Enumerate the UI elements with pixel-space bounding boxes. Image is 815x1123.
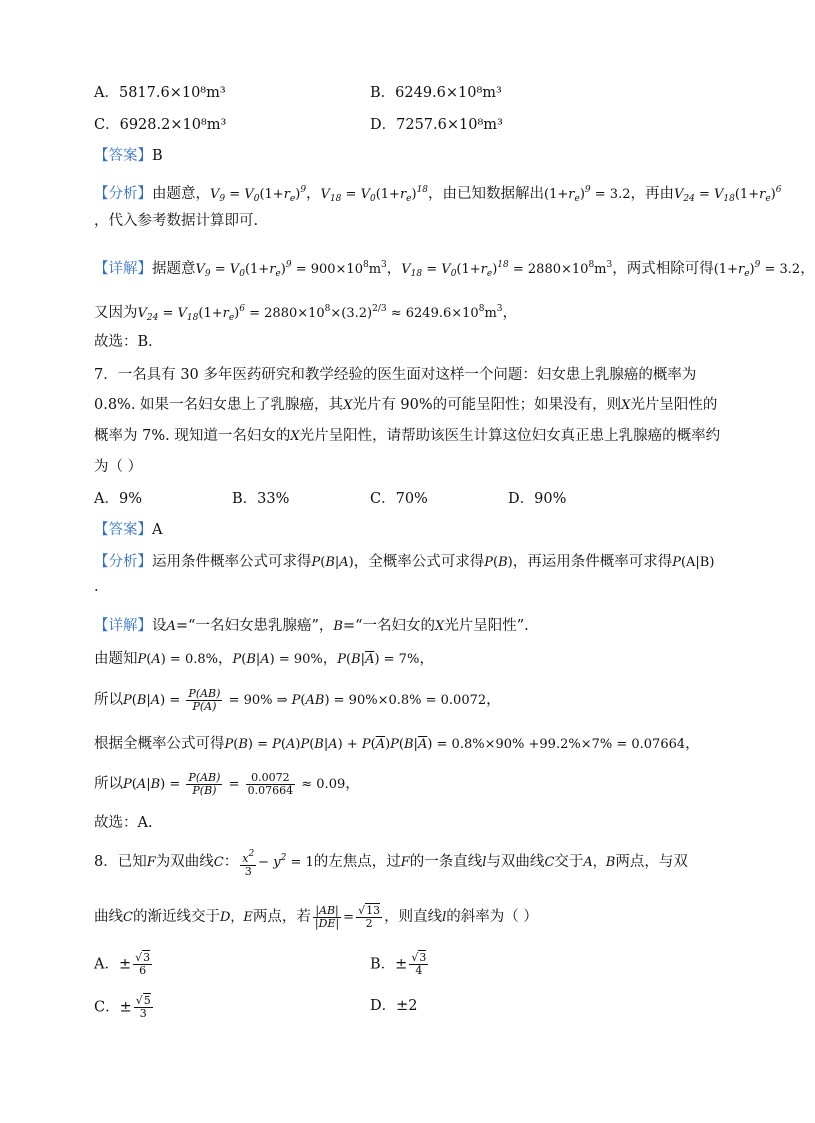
q7-stem-line4: 为（ ） bbox=[94, 459, 143, 475]
text: 光片呈阳性”. bbox=[444, 618, 529, 634]
text: 与双曲线 bbox=[486, 854, 545, 870]
var-f: F bbox=[400, 855, 410, 870]
q6-detail-line2 bbox=[94, 298, 517, 329]
var-de: D，E bbox=[219, 910, 253, 925]
text: 光片呈阳性的 bbox=[630, 397, 718, 413]
q7-option-a: A．9% bbox=[94, 491, 142, 507]
text: 的左焦点，过 bbox=[313, 854, 401, 870]
formula: P(B|A) = $\frac{P(AB)}{P(A)}$ = 90% ⇒ P(AB) = 90%×0.8% = 0.0072 bbox=[123, 687, 487, 713]
formula: $P(B) = P(A)P(B|A) + P(\overline{A})P(B|\overline{A}) = 0.8\%\times 90\% +99.2\%\times 7\% = 0.07664$ bbox=[224, 737, 686, 752]
text: ，全概率公式可求得 bbox=[353, 554, 485, 570]
text: 8．已知 bbox=[94, 854, 147, 870]
q6-option-a: A．5817.6×10⁸m³ bbox=[94, 85, 226, 101]
var-f: F bbox=[146, 855, 156, 870]
text: 由题知 bbox=[94, 651, 138, 667]
var-b: B bbox=[333, 619, 343, 634]
text: ， bbox=[322, 651, 338, 667]
text: ， bbox=[345, 776, 360, 792]
text: 两点，若 bbox=[252, 909, 311, 925]
text: ， bbox=[800, 261, 815, 277]
q7-conclusion: 故选：A. bbox=[94, 815, 153, 831]
q7-option-b: B．33% bbox=[232, 491, 290, 507]
text: =“一名妇女患乳腺癌”， bbox=[175, 618, 334, 634]
text: 的斜率为（ ） bbox=[446, 909, 538, 925]
var-ab: A，B bbox=[583, 855, 616, 870]
text: ： bbox=[223, 854, 239, 870]
text: ， bbox=[502, 305, 517, 321]
q7-option-c: C．70% bbox=[370, 491, 428, 507]
formula: $(1+r_e)^9 = 3.2$ bbox=[713, 260, 801, 279]
q6-answer bbox=[94, 145, 163, 167]
formula: $(1+r_e)^9 = 3.2$ bbox=[544, 185, 631, 204]
q7-detail-line1 bbox=[94, 615, 529, 638]
q6-option-d: D．7257.6×10⁸m³ bbox=[370, 117, 503, 133]
formula: P(A|B) bbox=[672, 555, 715, 570]
q8-option-c bbox=[94, 995, 155, 1020]
q7-detail-line5 bbox=[94, 772, 360, 797]
text: 光片呈阳性，请帮助该医生计算这位妇女真正患上乳腺癌的概率约 bbox=[299, 428, 721, 444]
formula: $V_{18} = V_0(1+r_e)^{18}$ bbox=[320, 185, 429, 204]
text: 根据全概率公式可得 bbox=[94, 736, 225, 752]
formula: $V_{24} = V_{18}(1+r_e)^6$ bbox=[673, 185, 782, 204]
var-l: l bbox=[482, 855, 487, 870]
text: 的渐近线交于 bbox=[132, 909, 220, 925]
q6-detail-line1 bbox=[94, 254, 815, 285]
answer-value: B bbox=[152, 148, 163, 164]
text: ， bbox=[306, 186, 321, 202]
q8-stem-line1 bbox=[94, 847, 688, 878]
text: 据题意 bbox=[152, 261, 196, 277]
hyperbola-equation: $\frac{x^2}{3}$ − $y^2 = 1$ bbox=[242, 848, 314, 878]
text: ， bbox=[486, 692, 501, 708]
text: 运用条件概率公式可求得 bbox=[152, 554, 312, 570]
fraction: $\frac{√3}{6}$ bbox=[135, 951, 151, 977]
q6-option-b: B．6249.6×10⁸m³ bbox=[370, 85, 502, 101]
formula: $P(B|\overline{A}) = 7\%$ bbox=[337, 652, 420, 667]
q7-analysis-dot: . bbox=[94, 579, 99, 595]
q7-detail-line4 bbox=[94, 733, 700, 756]
var-x: X bbox=[290, 429, 300, 444]
var-a: A bbox=[166, 619, 176, 634]
text: 两点，与双 bbox=[615, 854, 688, 870]
q7-answer bbox=[94, 519, 162, 541]
q7-stem-line1: 7．一名具有 30 多年医药研究和教学经验的医生面对这样一个问题：妇女患上乳腺癌的概率为 bbox=[94, 367, 697, 383]
detail-tag: 【详解】 bbox=[94, 261, 152, 277]
text: 光片有 90%的可能呈阳性；如果没有，则 bbox=[352, 397, 622, 413]
text: 所以 bbox=[94, 692, 123, 708]
q8-option-a bbox=[94, 952, 154, 977]
fraction: $\frac{√3}{4}$ bbox=[411, 951, 427, 977]
formula: P(B) bbox=[484, 555, 513, 570]
q7-stem-line2 bbox=[94, 394, 717, 417]
q8-stem-line2 bbox=[94, 905, 538, 930]
q7-analysis bbox=[94, 551, 714, 574]
var-c: C bbox=[213, 855, 224, 870]
option-label: B．± bbox=[370, 956, 408, 973]
text: ， bbox=[419, 651, 434, 667]
text: ，再由 bbox=[630, 186, 674, 202]
text: 0.8%. 如果一名妇女患上了乳腺癌，其 bbox=[94, 397, 344, 413]
analysis-tag: 【分析】 bbox=[94, 554, 152, 570]
q6-option-c: C．6928.2×10⁸m³ bbox=[94, 117, 227, 133]
ratio-formula: $\frac{|AB|}{|DE|}$ = $\frac{√13}{2}$ bbox=[314, 904, 381, 930]
formula: $V_9 = V_0(1+r_e)^9 = 900\times 10^8m^3$ bbox=[195, 260, 387, 279]
q8-option-b bbox=[370, 952, 430, 977]
text: 为双曲线 bbox=[155, 854, 214, 870]
q8-option-d: D．±2 bbox=[370, 998, 418, 1014]
var-x: X bbox=[343, 398, 353, 413]
var-x: X bbox=[621, 398, 631, 413]
text: 所以 bbox=[94, 776, 123, 792]
analysis-tag: 【分析】 bbox=[94, 186, 152, 202]
formula: $V_{18} = V_0(1+r_e)^{18} = 2880\times 10^8m^3$ bbox=[401, 260, 613, 279]
text: 概率为 7%. 现知道一名妇女的 bbox=[94, 428, 291, 444]
text: =“一名妇女的 bbox=[342, 618, 435, 634]
formula: P(B|A) bbox=[311, 555, 354, 570]
text: ， bbox=[685, 736, 700, 752]
var-c: C bbox=[544, 855, 555, 870]
q6-analysis-line1 bbox=[94, 179, 781, 210]
text: ，由已知数据解出 bbox=[428, 186, 545, 202]
text: 由题意， bbox=[152, 186, 210, 202]
q7-stem-line3 bbox=[94, 425, 720, 448]
text: 曲线 bbox=[94, 909, 123, 925]
answer-tag: 【答案】 bbox=[94, 522, 152, 538]
fraction: $\frac{√5}{3}$ bbox=[135, 994, 151, 1020]
formula: P(A) = 0.8% bbox=[137, 652, 218, 667]
q7-detail-line3 bbox=[94, 688, 501, 713]
formula: P(A|B) = $\frac{P(AB)}{P(B)}$ = $\frac{0.0072}{0.07664}$ ≈ 0.09 bbox=[123, 771, 346, 797]
var-l: l bbox=[442, 910, 447, 925]
formula: $V_{24} = V_{18}(1+r_e)^6 = 2880\times 10^8\times(3.2)^{2/3} \approx 6249.6\times 10^8m^3$ bbox=[137, 304, 503, 323]
text: ，则直线 bbox=[384, 909, 443, 925]
formula: P(B|A) = 90% bbox=[232, 652, 323, 667]
var-x: X bbox=[435, 619, 445, 634]
option-label: A．± bbox=[94, 956, 132, 973]
text: 设 bbox=[152, 618, 167, 634]
text: ， bbox=[386, 261, 402, 277]
text: 的一条直线 bbox=[409, 854, 483, 870]
text: ，再运用条件概率可求得 bbox=[512, 554, 673, 570]
formula: $V_9 = V_0(1+r_e)^9$ bbox=[210, 185, 307, 204]
q6-conclusion: 故选：B． bbox=[94, 334, 163, 350]
text: 又因为 bbox=[94, 305, 138, 321]
q6-analysis-line2: ，代入参考数据计算即可. bbox=[94, 213, 259, 229]
text: ，两式相除可得 bbox=[612, 261, 714, 277]
q7-option-d: D．90% bbox=[508, 491, 567, 507]
text: 交于 bbox=[554, 854, 584, 870]
detail-tag: 【详解】 bbox=[94, 618, 152, 634]
var-c: C bbox=[123, 910, 133, 925]
option-label: C．± bbox=[94, 999, 132, 1016]
answer-tag: 【答案】 bbox=[94, 148, 152, 164]
q7-detail-line2 bbox=[94, 648, 434, 671]
answer-value: A bbox=[152, 522, 163, 538]
text: ， bbox=[217, 651, 233, 667]
